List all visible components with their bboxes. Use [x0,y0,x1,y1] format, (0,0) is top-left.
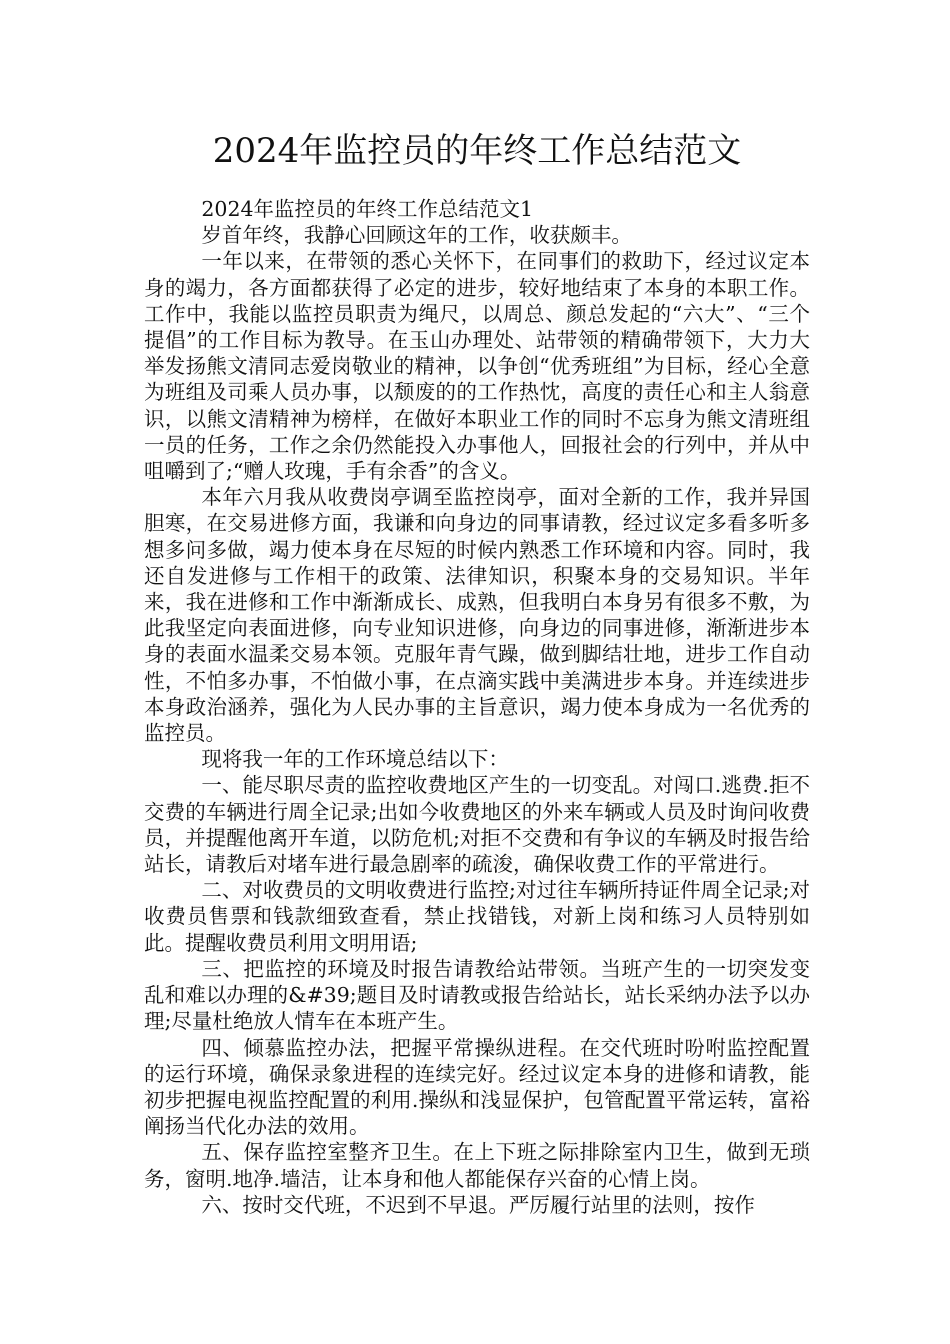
paragraph: 二、对收费员的文明收费进行监控;对过往车辆所持证件周全记录;对收费员售票和钱款细致查看，禁止找错钱，对新上岗和练习人员特别如此。提醒收费员利用文明用语; [144,878,810,955]
paragraph: 一、能尽职尽责的监控收费地区产生的一切变乱。对闯口.逃费.拒不交费的车辆进行周全记录;出如今收费地区的外来车辆或人员及时询问收费员，并提醒他离开车道，以防危机;对拒不交费和有争议的车辆及时报告给站长，请教后对堵车进行最急剧率的疏浚，确保收费工作的平常进行。 [144,773,810,877]
paragraph: 四、倾慕监控办法，把握平常操纵进程。在交代班时吩咐监控配置的运行环境，确保录象进程的连续完好。经过议定本身的进修和请教，能初步把握电视监控配置的利用.操纵和浅显保护，包管配置平常运转，富裕阐扬当代化办法的效用。 [144,1035,810,1139]
paragraph: 本年六月我从收费岗亭调至监控岗亭，面对全新的工作，我并异国胆寒，在交易进修方面，我谦和向身边的同事请教，经过议定多看多听多想多问多做，竭力使本身在尽短的时候内熟悉工作环境和内容。同时，我还自发进修与工作相干的政策、法律知识，积聚本身的交易知识。半年来，我在进修和工作中渐渐成长、成熟，但我明白本身另有很多不敷，为此我坚定向表面进修，向专业知识进修，向身边的同事进修，渐渐进步本身的表面水温柔交易本领。克服年青气躁，做到脚结壮地，进步工作自动性，不怕多办事，不怕做小事，在点滴实践中美满进步本身。并连续进步本身政治涵养，强化为人民办事的主旨意识，竭力使本身成为一名优秀的监控员。 [144,485,810,746]
paragraph: 2024年监控员的年终工作总结范文1 [201,197,534,221]
document-title: 2024年监控员的年终工作总结范文 [212,131,742,171]
document-page [144,0,810,1344]
paragraph: 五、保存监控室整齐卫生。在上下班之际排除室内卫生，做到无琐务，窗明.地净.墙洁，让本身和他人都能保存兴奋的心情上岗。 [144,1140,810,1191]
document-body [144,196,810,1218]
paragraph: 现将我一年的工作环境总结以下： [201,747,509,772]
paragraph: 三、把监控的环境及时报告请教给站带领。当班产生的一切突发变乱和难以办理的&#39;题目及时请教或报告给站长，站长采纳办法予以办理;尽量杜绝放人情车在本班产生。 [144,956,810,1034]
paragraph: 六、按时交代班，不迟到不早退。严厉履行站里的法则，按作 [201,1192,755,1217]
paragraph: 一年以来，在带领的悉心关怀下，在同事们的救助下，经过议定本身的竭力，各方面都获得了必定的进步，较好地结束了本身的本职工作。工作中，我能以监控员职责为绳尺，以周总、颜总发起的“六大”、“三个提倡”的工作目标为教导。在玉山办理处、站带领的精确带领下，大力大举发扬熊文清同志爱岗敬业的精神，以争创“优秀班组”为目标，经心全意为班组及司乘人员办事，以颓废的的工作热忱，高度的责任心和主人翁意识，以熊文清精神为榜样，在做好本职业工作的同时不忘身为熊文清班组一员的任务，工作之余仍然能投入办事他人，回报社会的行列中，并从中咀嚼到了;“赠人玫瑰，手有余香”的含义。 [144,249,810,484]
paragraph: 岁首年终，我静心回顾这年的工作，收获颇丰。 [201,223,632,248]
